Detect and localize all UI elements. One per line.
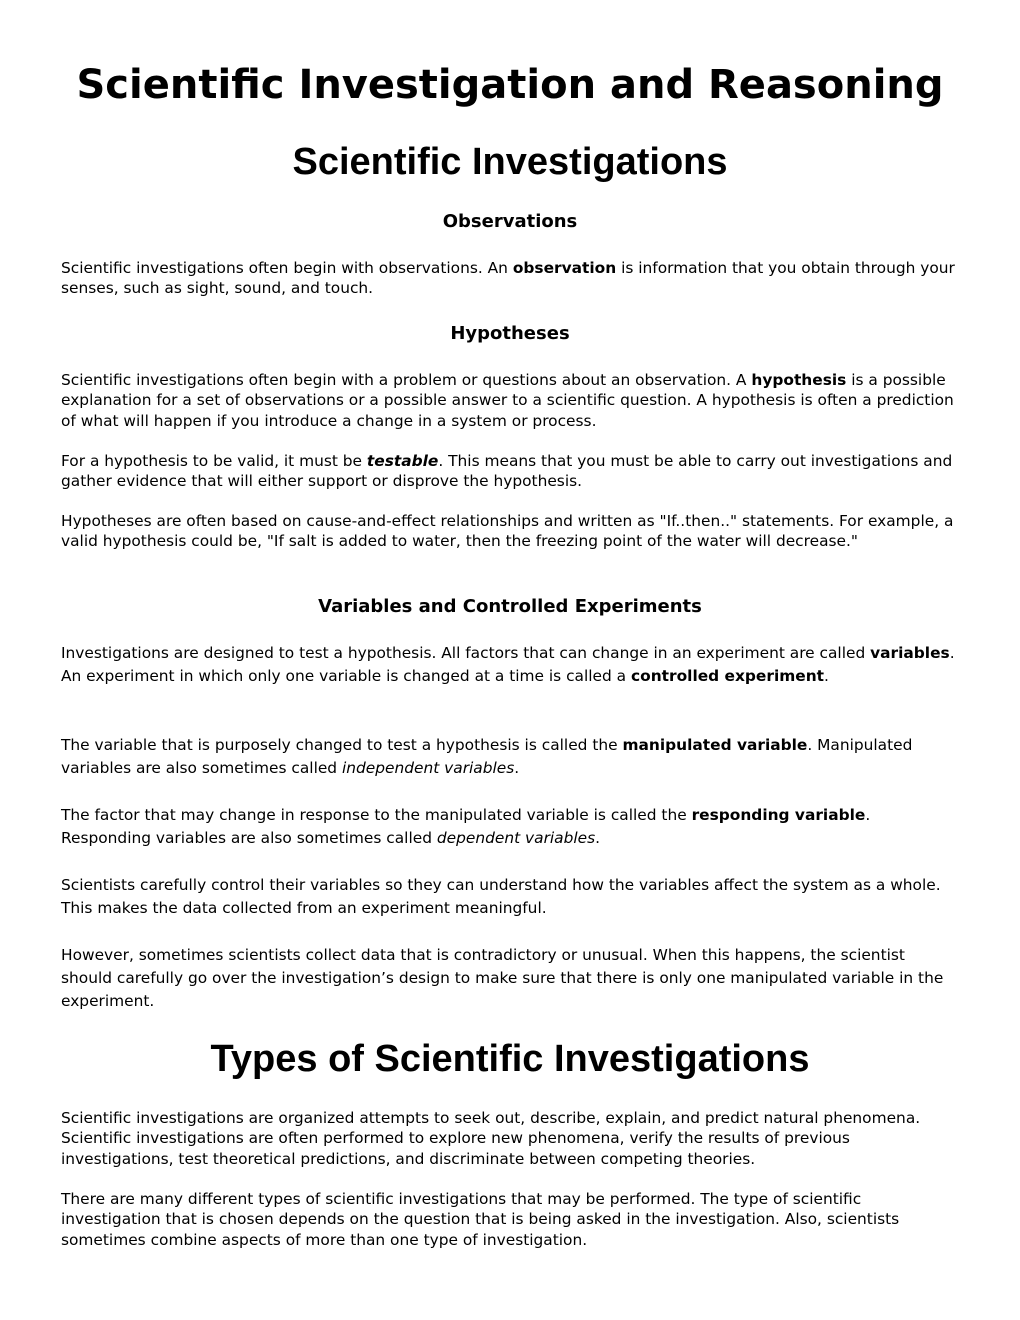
paragraph-control-variables: Scientists carefully control their variables so they can understand how the variables affect the system as a whole. This makes the data collected from an experiment meaningful. bbox=[61, 876, 941, 917]
term-independent-variables: independent variables bbox=[341, 759, 515, 777]
term-hypothesis: hypothesis bbox=[751, 371, 847, 389]
term-testable: testable bbox=[366, 452, 439, 470]
term-dependent-variables: dependent variables bbox=[436, 829, 596, 847]
subheading-variables: Variables and Controlled Experiments bbox=[318, 596, 702, 617]
term-controlled-experiment: controlled experiment bbox=[631, 667, 825, 685]
term-observation: observation bbox=[512, 259, 617, 277]
paragraph-types-intro: Scientific investigations are organized attempts to seek out, describe, explain, and predict natural phenomena. Scientific investigations are often performed to explore new phenomena, verify the results of previous investigations, test theoretical predictions, and discriminate between competing theories. bbox=[61, 1109, 921, 1168]
paragraph-observations: Scientific investigations often begin with observations. An observation is information that you obtain through your senses, such as sight, sound, and touch. bbox=[61, 259, 955, 298]
term-manipulated-variable: manipulated variable bbox=[622, 736, 808, 754]
subheading-hypotheses: Hypotheses bbox=[450, 323, 570, 344]
paragraph-if-then: Hypotheses are often based on cause-and-effect relationships and written as "If..then.." statements. For example, a valid hypothesis could be, "If salt is added to water, then the freezing point of the water will decrease." bbox=[61, 512, 954, 551]
subheading-observations: Observations bbox=[442, 211, 578, 232]
paragraph-manipulated-variable: The variable that is purposely changed to test a hypothesis is called the manipulated variable. Manipulated variables are also sometimes called independent variables. bbox=[61, 736, 913, 777]
term-variables: variables bbox=[870, 644, 950, 662]
paragraph-types-choice: There are many different types of scientific investigations that may be performed. The type of scientific investigation that is chosen depends on the question that is being asked in the investigation. Also, scientists sometimes combine aspects of more than one type of investigation. bbox=[61, 1190, 900, 1249]
paragraph-contradictory-data: However, sometimes scientists collect data that is contradictory or unusual. When this happens, the scientist should carefully go over the investigation’s design to make sure that there is only one manipulated variable in the experiment. bbox=[61, 946, 944, 1010]
section-heading-types: Types of Scientific Investigations bbox=[210, 1038, 810, 1080]
section-heading-scientific-investigations: Scientific Investigations bbox=[292, 141, 728, 183]
term-responding-variable: responding variable bbox=[691, 806, 866, 824]
page-title: Scientific Investigation and Reasoning bbox=[76, 62, 944, 108]
paragraph-hypothesis-definition: Scientific investigations often begin with a problem or questions about an observation. A hypothesis is a possible explanation for a set of observations or a possible answer to a scientific question. A hypothesis is often a prediction of what will happen if you introduce a change in a system or process. bbox=[61, 371, 954, 430]
paragraph-responding-variable: The factor that may change in response to the manipulated variable is called the responding variable. Responding variables are also sometimes called dependent variables. bbox=[61, 806, 871, 847]
paragraph-variables: Investigations are designed to test a hypothesis. All factors that can change in an experiment are called variables. An experiment in which only one variable is changed at a time is called a controlled experiment. bbox=[61, 644, 955, 685]
paragraph-testable: For a hypothesis to be valid, it must be testable. This means that you must be able to carry out investigations and gather evidence that will either support or disprove the hypothesis. bbox=[61, 452, 953, 491]
